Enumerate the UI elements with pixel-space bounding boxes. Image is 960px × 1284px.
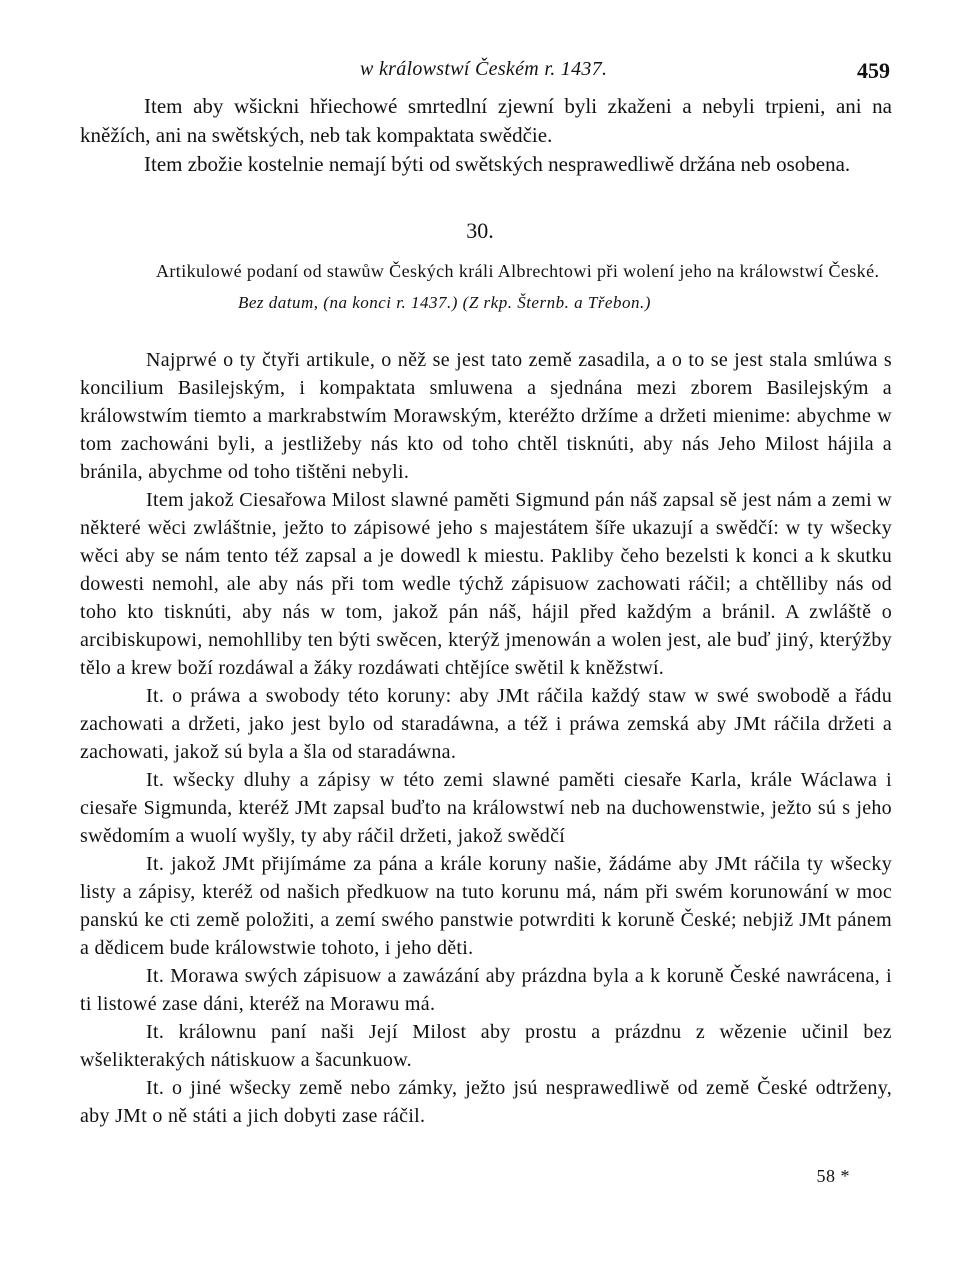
page-header xyxy=(0,58,960,88)
body-paragraph: It. Morawa swých zápisuow a zawázání aby prázdna byla a k koruně České nawrácena, i ti listowé zase dáni, kteréž na Morawu má. xyxy=(80,965,892,1015)
body-paragraph: It. králownu paní naši Její Milost aby prostu a prázdnu z wězenie učinil bez wšelikterakých nátiskuow a šacunkuow. xyxy=(80,1021,892,1071)
section-number: 30. xyxy=(466,218,494,243)
body-paragraph: It. jakož JMt přijímáme za pána a krále koruny našie, žádáme aby JMt ráčila ty wšecky listy a zápisy, kteréž od našich předkuow na tuto korunu má, nám při swém korunowání w moc panskú ke cti země položiti, a zemí swého panstwie potwrditi k koruně České; nebjiž JMt pánem a dědicem bude králowstwie tohoto, i jeho děti. xyxy=(80,853,892,959)
intro-paragraph: Item aby wšickni hřiechowé smrtedlní zjewní byli zkaženi a nebyli trpieni, ani na kněžích, ani na swětských, neb tak kompaktata swědčie. xyxy=(80,94,892,147)
intro-paragraph: Item zbožie kostelnie nemají býti od swětských nesprawedliwě držána neb osobena. xyxy=(144,152,851,176)
body-block xyxy=(80,346,892,1130)
body-paragraph: It. o práwa a swobody této koruny: aby JMt ráčila každý staw w swé swobodě a řádu zachowati a držeti, jako jest bylo od staradáwna, a též i práwa zemská aby JMt ráčila držeti a zachowati, jakož sú byla a šla od staradáwna. xyxy=(80,685,892,763)
document-title: Artikulowé podaní od stawůw Českých králi Albrechtowi při wolení jeho na králowstwí České. xyxy=(156,261,880,281)
body-paragraph: Najprwé o ty čtyři artikule, o něž se jest tato země zasadila, a o to se jest stala smlúwa s koncilium Basilejským, i kompaktata smluwena a sjednána mezi zborem Basilejským a králowstwím tiemto a markrabstwím Morawským, kteréžto držíme a držeti mienime: abychme w tom zachowáni byli, a jestližeby nás kto od toho chtěl tisknúti, aby nás Jeho Milost hájila a bránila, abychme od toho tištěni nebyli. xyxy=(80,349,892,483)
signature-mark: 58 * xyxy=(816,1166,850,1186)
source-note: Bez datum, (na konci r. 1437.) (Z rkp. Šternb. a Třebon.) xyxy=(238,293,651,312)
body-paragraph: It. wšecky dluhy a zápisy w této zemi slawné paměti ciesaře Karla, krále Wáclawa i ciesaře Sigmunda, kteréž JMt zapsal buďto na králowstwí neb na duchowenstwie, ježto sú s jeho swědomím a wuolí wyšly, ty aby ráčil držeti, jakož swědčí xyxy=(80,769,892,847)
running-title: w králowstwí Českém r. 1437. xyxy=(360,58,608,80)
body-paragraph: Item jakož Ciesařowa Milost slawné paměti Sigmund pán náš zapsal sě jest nám a zemi w některé wěci zwláštnie, ježto to zápisowé jeho s majestátem šíře ukazují a swědčí: w ty wšecky wěci aby se nám tento též zapsal a je dowedl k miestu. Pakliby čeho bezelsti k konci a k skutku dowesti nemohl, ale aby nás při tom wedle týchž zápisuow zachowati ráčil; a chtělliby nás od toho kto tisknúti, aby nás w tom, jakož pán náš, hájil před každým a bránil. A zwláště o arcibiskupowi, nemohlliby ten býti swěcen, kterýž jmenowán a wolen jest, ale buď jiný, kterýžby tělo a krew boží rozdáwal a žáky rozdáwati chtějíce swětil k kněžstwí. xyxy=(80,489,892,679)
intro-block xyxy=(80,92,892,179)
page-number: 459 xyxy=(857,58,890,83)
body-paragraph: It. o jiné wšecky země nebo zámky, ježto jsú nesprawedliwě od země České odtrženy, aby JMt o ně státi a jich dobyti zase ráčil. xyxy=(80,1077,892,1127)
section-heading-block xyxy=(80,258,892,316)
